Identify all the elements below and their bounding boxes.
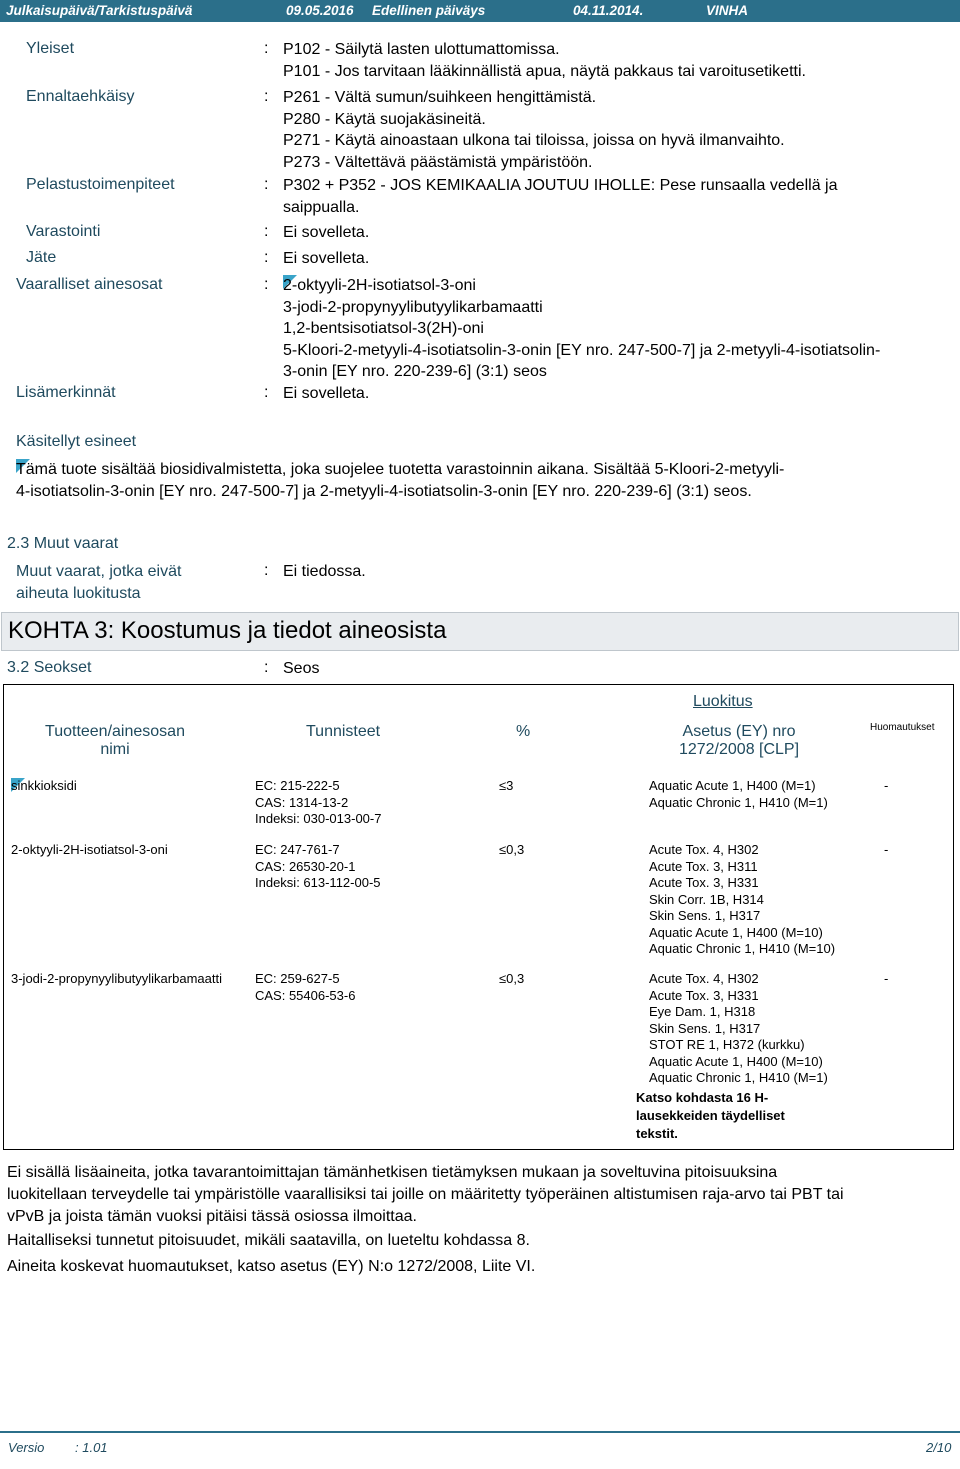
line: tekstit. xyxy=(636,1126,678,1141)
line: 3-jodi-2-propynyylibutyylikarbamaatti xyxy=(283,298,543,316)
line: P271 - Käytä ainoastaan ulkona tai tiloissa, joissa on hyvä ilmanvaihto. xyxy=(283,132,785,149)
line: CAS: 26530-20-1 xyxy=(255,858,356,874)
colon: : xyxy=(264,40,269,57)
line: EC: 215-222-5 xyxy=(255,778,340,793)
line: Skin Sens. 1, H317 xyxy=(649,908,761,923)
line: vPvB ja joista tämän vuoksi pitäisi tässä osiossa ilmoittaa. xyxy=(7,1208,417,1225)
line: Tämä tuote sisältää biosidivalmistetta, joka suojelee tuotetta varastoinnin aikana. Sisältää 5-Kloori-2-metyyli- xyxy=(16,461,785,478)
line: Acute Tox. 4, H302 xyxy=(649,971,759,986)
label-varastointi: Varastointi xyxy=(26,223,101,240)
heading-seokset: 3.2 Seokset xyxy=(7,659,92,676)
line: Aquatic Acute 1, H400 (M=1) xyxy=(649,778,816,793)
line: Aquatic Chronic 1, H410 (M=1) xyxy=(649,794,828,810)
composition-table xyxy=(3,684,954,1150)
line: Skin Corr. 1B, H314 xyxy=(649,891,764,907)
value-pelastustoimenpiteet xyxy=(283,175,837,218)
line: 5-Kloori-2-metyyli-4-isotiatsolin-3-onin [EY nro. 247-500-7] ja 2-metyyli-4-isotiatsolin- xyxy=(283,341,881,359)
table-cell-classification xyxy=(649,842,835,958)
value-ennaltaehkaisy xyxy=(283,87,785,173)
table-cell-percent: ≤3 xyxy=(499,778,514,793)
table-cell-ids xyxy=(255,842,381,892)
kasitellyt-text xyxy=(16,459,784,503)
heading-kasitellyt-esineet: Käsitellyt esineet xyxy=(16,433,137,450)
label-ennaltaehkaisy: Ennaltaehkäisy xyxy=(26,88,135,105)
label-pelastustoimenpiteet: Pelastustoimenpiteet xyxy=(26,176,175,193)
table-cell-note: - xyxy=(884,842,889,857)
line: Asetus (EY) nro xyxy=(682,723,796,740)
colon: : xyxy=(264,88,269,105)
line: Skin Sens. 1, H317 xyxy=(649,1020,761,1036)
table-cell-name: 2-oktyyli-2H-isotiatsol-3-oni xyxy=(11,842,168,857)
header-luokitus: Luokitus xyxy=(693,693,753,710)
header-title: Julkaisupäivä/Tarkistuspäivä xyxy=(6,3,193,18)
line: Acute Tox. 3, H331 xyxy=(649,987,759,1003)
colon: : xyxy=(264,176,269,193)
line: STOT RE 1, H372 (kurkku) xyxy=(649,1037,805,1052)
table-cell-note: - xyxy=(884,778,889,793)
line: Muut vaarat, jotka eivät xyxy=(16,563,182,580)
colon: : xyxy=(264,276,269,293)
value-muut-vaarat: Ei tiedossa. xyxy=(283,563,366,580)
line: 1,2-bentsisotiatsol-3(2H)-oni xyxy=(283,320,484,337)
paragraph-notes-reference: Aineita koskevat huomautukset, katso asetus (EY) N:o 1272/2008, Liite VI. xyxy=(7,1258,536,1275)
line: Aquatic Acute 1, H400 (M=10) xyxy=(649,924,823,940)
line: Eye Dam. 1, H318 xyxy=(649,1004,756,1019)
line: Acute Tox. 4, H302 xyxy=(649,842,759,857)
document-header-bar xyxy=(0,0,960,22)
line: lausekkeiden täydelliset xyxy=(636,1108,785,1123)
heading-muut-vaarat: 2.3 Muut vaarat xyxy=(7,535,119,552)
value-varastointi: Ei sovelleta. xyxy=(283,224,370,241)
header-name xyxy=(24,723,206,759)
table-cell-ids xyxy=(255,778,381,828)
paragraph-concentrations: Haitalliseksi tunnetut pitoisuudet, mikäli saatavilla, on lueteltu kohdassa 8. xyxy=(7,1232,530,1249)
colon: : xyxy=(264,249,269,266)
table-cell-classification xyxy=(649,778,828,811)
label-muut-vaarat xyxy=(16,561,181,604)
header-notes: Huomautukset xyxy=(870,722,935,733)
line: P280 - Käytä suojakäsineitä. xyxy=(283,110,486,128)
table-cell-name: 3-jodi-2-propynyylibutyylikarbamaatti xyxy=(11,971,222,986)
footer-page-number: 2/10 xyxy=(926,1440,952,1455)
line: CAS: 1314-13-2 xyxy=(255,794,349,810)
table-see-section-16-note xyxy=(636,1089,785,1143)
document-footer xyxy=(0,1431,960,1459)
value-yleiset xyxy=(283,39,806,82)
line: Aquatic Acute 1, H400 (M=10) xyxy=(649,1053,823,1069)
table-cell-percent: ≤0,3 xyxy=(499,971,525,986)
line: Aquatic Chronic 1, H410 (M=10) xyxy=(649,941,836,956)
header-status: VINHA xyxy=(706,3,749,18)
section-title: KOHTA 3: Koostumus ja tiedot aineosista xyxy=(8,617,447,644)
line: Ei sisällä lisäaineita, jotka tavarantoimittajan tämänhetkisen tietämyksen mukaan ja soveltuvina pitoisuuksina xyxy=(7,1164,778,1181)
colon: : xyxy=(264,659,269,676)
value-lisamerkinnat: Ei sovelleta. xyxy=(283,385,370,402)
value-seokset: Seos xyxy=(283,660,320,677)
line: Tuotteen/ainesosan xyxy=(45,723,185,740)
colon: : xyxy=(264,384,269,401)
colon: : xyxy=(264,562,269,579)
line: aiheuta luokitusta xyxy=(16,584,141,602)
line: Acute Tox. 3, H331 xyxy=(649,875,759,890)
line: 3-onin [EY nro. 220-239-6] (3:1) seos xyxy=(283,363,547,380)
line: P302 + P352 - JOS KEMIKAALIA JOUTUU IHOLLE: Pese runsaalla vedellä ja xyxy=(283,177,838,194)
header-previous-label: Edellinen päiväys xyxy=(372,3,486,18)
line: luokitellaan terveydelle tai ympäristölle vaarallisiksi tai joille on määritetty työperäinen altistumisen raja-arvo tai PBT tai xyxy=(7,1186,844,1203)
header-regulation xyxy=(664,723,814,759)
line: 1272/2008 [CLP] xyxy=(678,741,800,758)
line: 4-isotiatsolin-3-onin [EY nro. 247-500-7] ja 2-metyyli-4-isotiatsolin-3-onin [EY nro. 220-239-6] (3:1) seos. xyxy=(16,483,752,500)
line: EC: 259-627-5 xyxy=(255,971,340,986)
line: P261 - Vältä sumun/suihkeen hengittämistä. xyxy=(283,89,597,106)
colon: : xyxy=(264,223,269,240)
line: Katso kohdasta 16 H- xyxy=(636,1090,769,1105)
label-yleiset: Yleiset xyxy=(26,40,75,57)
label-lisamerkinnat: Lisämerkinnät xyxy=(16,384,116,401)
table-cell-percent: ≤0,3 xyxy=(499,842,525,857)
line: P273 - Vältettävä päästämistä ympäristöön. xyxy=(283,153,593,171)
header-previous-date: 04.11.2014. xyxy=(573,3,644,18)
line: P101 - Jos tarvitaan lääkinnällistä apua, näytä pakkaus tai varoitusetiketti. xyxy=(283,62,806,80)
footer-version-value: : 1.01 xyxy=(75,1440,108,1455)
footer-version-label: Versio xyxy=(8,1440,45,1455)
line: Indeksi: 030-013-00-7 xyxy=(255,811,382,826)
table-cell-note: - xyxy=(884,971,889,986)
label-jate: Jäte xyxy=(26,249,57,266)
line: P102 - Säilytä lasten ulottumattomissa. xyxy=(283,41,560,58)
line: saippualla. xyxy=(283,198,360,216)
label-vaaralliset-ainesosat: Vaaralliset ainesosat xyxy=(16,276,163,293)
value-vaaralliset-ainesosat xyxy=(283,275,880,383)
line: EC: 247-761-7 xyxy=(255,842,340,857)
line: Indeksi: 613-112-00-5 xyxy=(255,875,381,890)
value-jate: Ei sovelleta. xyxy=(283,250,370,267)
line: CAS: 55406-53-6 xyxy=(255,987,356,1003)
table-cell-ids xyxy=(255,971,355,1004)
header-percent: % xyxy=(516,723,531,740)
section-heading-kohta-3 xyxy=(1,612,959,651)
table-cell-classification xyxy=(649,971,828,1087)
line: 2-oktyyli-2H-isotiatsol-3-oni xyxy=(283,277,476,294)
line: nimi xyxy=(100,741,130,758)
line: Aquatic Chronic 1, H410 (M=1) xyxy=(649,1070,828,1085)
paragraph-no-additives xyxy=(7,1162,844,1228)
header-identifiers: Tunnisteet xyxy=(306,723,381,740)
line: Acute Tox. 3, H311 xyxy=(649,858,758,874)
table-cell-name: sinkkioksidi xyxy=(11,778,77,793)
header-issue-date: 09.05.2016 xyxy=(286,3,354,18)
